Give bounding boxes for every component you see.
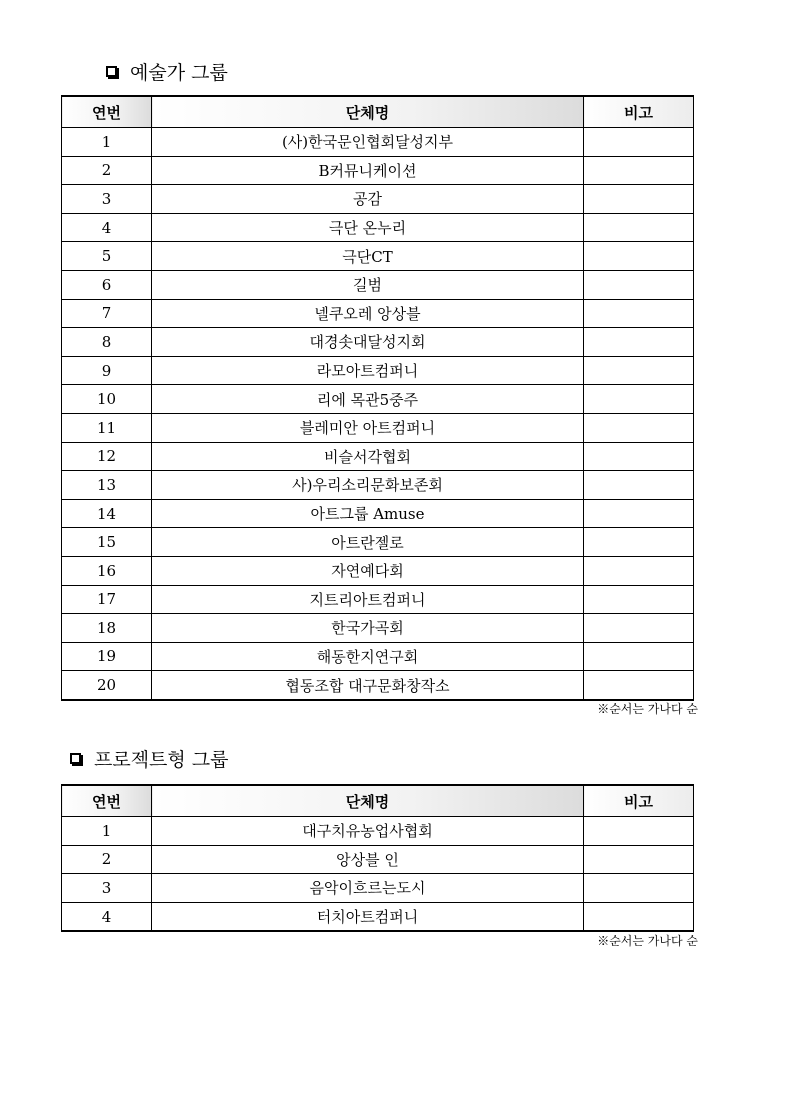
- table-row: [62, 385, 694, 414]
- cell-name: 극단 온누리: [152, 213, 584, 242]
- cell-note: [584, 156, 694, 185]
- table-row: [62, 817, 694, 846]
- cell-name: 극단CT: [152, 242, 584, 271]
- cell-num: 12: [62, 442, 152, 471]
- cell-num: 14: [62, 499, 152, 528]
- table-row: [62, 528, 694, 557]
- cell-num: 7: [62, 299, 152, 328]
- cell-name: 대구치유농업사협회: [152, 817, 584, 846]
- column-header-num: 연번: [62, 785, 152, 817]
- cell-name: 공감: [152, 185, 584, 214]
- table-header-row: [62, 96, 694, 128]
- cell-note: [584, 213, 694, 242]
- cell-note: [584, 874, 694, 903]
- cell-note: [584, 242, 694, 271]
- column-header-num: 연번: [62, 96, 152, 128]
- cell-num: 13: [62, 471, 152, 500]
- cell-name: 앙상블 인: [152, 845, 584, 874]
- table-header-row: [62, 785, 694, 817]
- cell-num: 2: [62, 156, 152, 185]
- cell-name: 넬쿠오레 앙상블: [152, 299, 584, 328]
- column-header-note: 비고: [584, 785, 694, 817]
- cell-note: [584, 442, 694, 471]
- table-row: [62, 242, 694, 271]
- project-group-table: [61, 784, 694, 932]
- cell-note: [584, 556, 694, 585]
- cell-note: [584, 413, 694, 442]
- cell-num: 2: [62, 845, 152, 874]
- cell-name: 아트그룹 Amuse: [152, 499, 584, 528]
- cell-num: 1: [62, 817, 152, 846]
- table-row: [62, 356, 694, 385]
- cell-note: [584, 185, 694, 214]
- cell-note: [584, 585, 694, 614]
- table-row: [62, 213, 694, 242]
- cell-name: 자연예다회: [152, 556, 584, 585]
- project-group-title: 프로젝트형 그룹: [94, 749, 229, 771]
- cell-note: [584, 385, 694, 414]
- table-row: [62, 471, 694, 500]
- cell-note: [584, 614, 694, 643]
- table-row: [62, 128, 694, 157]
- cell-name: 비슬서각협회: [152, 442, 584, 471]
- table-row: [62, 442, 694, 471]
- project-group-footnote: ※순서는 가나다 순: [597, 934, 698, 948]
- table-row: [62, 185, 694, 214]
- cell-note: [584, 528, 694, 557]
- cell-name: 터치아트컴퍼니: [152, 902, 584, 931]
- cell-name: 아트란젤로: [152, 528, 584, 557]
- cell-num: 10: [62, 385, 152, 414]
- table-row: [62, 614, 694, 643]
- cell-num: 19: [62, 642, 152, 671]
- cell-note: [584, 845, 694, 874]
- cell-note: [584, 299, 694, 328]
- artist-group-title: 예술가 그룹: [130, 62, 228, 84]
- cell-note: [584, 642, 694, 671]
- cell-num: 6: [62, 270, 152, 299]
- table-row: [62, 299, 694, 328]
- table-row: [62, 874, 694, 903]
- cell-num: 4: [62, 902, 152, 931]
- cell-note: [584, 328, 694, 357]
- cell-note: [584, 471, 694, 500]
- cell-name: 대경솟대달성지회: [152, 328, 584, 357]
- cell-name: 블레미안 아트컴퍼니: [152, 413, 584, 442]
- cell-num: 11: [62, 413, 152, 442]
- cell-num: 3: [62, 185, 152, 214]
- cell-note: [584, 671, 694, 700]
- cell-num: 18: [62, 614, 152, 643]
- cell-num: 16: [62, 556, 152, 585]
- cell-num: 17: [62, 585, 152, 614]
- table-row: [62, 845, 694, 874]
- table-row: [62, 499, 694, 528]
- cell-name: 지트리아트컴퍼니: [152, 585, 584, 614]
- cell-name: 음악이흐르는도시: [152, 874, 584, 903]
- cell-num: 9: [62, 356, 152, 385]
- column-header-note: 비고: [584, 96, 694, 128]
- table-row: [62, 270, 694, 299]
- cell-note: [584, 356, 694, 385]
- cell-name: (사)한국문인협회달성지부: [152, 128, 584, 157]
- cell-num: 1: [62, 128, 152, 157]
- cell-name: B커뮤니케이션: [152, 156, 584, 185]
- cell-name: 해동한지연구회: [152, 642, 584, 671]
- table-row: [62, 556, 694, 585]
- column-header-name: 단체명: [152, 785, 584, 817]
- cell-num: 15: [62, 528, 152, 557]
- cell-name: 길범: [152, 270, 584, 299]
- cell-name: 리에 목관5중주: [152, 385, 584, 414]
- table-row: [62, 328, 694, 357]
- table-row: [62, 902, 694, 931]
- project-group-body: [62, 817, 694, 932]
- project-group-heading: [70, 745, 229, 772]
- column-header-name: 단체명: [152, 96, 584, 128]
- cell-note: [584, 128, 694, 157]
- cell-note: [584, 499, 694, 528]
- artist-group-footnote: ※순서는 가나다 순: [597, 702, 698, 716]
- cell-name: 사)우리소리문화보존회: [152, 471, 584, 500]
- cell-note: [584, 270, 694, 299]
- cell-num: 3: [62, 874, 152, 903]
- cell-note: [584, 817, 694, 846]
- checkbox-icon: [70, 753, 81, 764]
- table-row: [62, 413, 694, 442]
- checkbox-icon: [106, 66, 117, 77]
- artist-group-body: [62, 128, 694, 700]
- cell-num: 4: [62, 213, 152, 242]
- artist-group-table: [61, 95, 694, 701]
- cell-name: 한국가곡회: [152, 614, 584, 643]
- artist-group-heading: [106, 58, 228, 85]
- cell-num: 5: [62, 242, 152, 271]
- cell-note: [584, 902, 694, 931]
- cell-num: 20: [62, 671, 152, 700]
- cell-num: 8: [62, 328, 152, 357]
- cell-name: 협동조합 대구문화창작소: [152, 671, 584, 700]
- table-row: [62, 671, 694, 700]
- table-row: [62, 642, 694, 671]
- cell-name: 라모아트컴퍼니: [152, 356, 584, 385]
- table-row: [62, 156, 694, 185]
- table-row: [62, 585, 694, 614]
